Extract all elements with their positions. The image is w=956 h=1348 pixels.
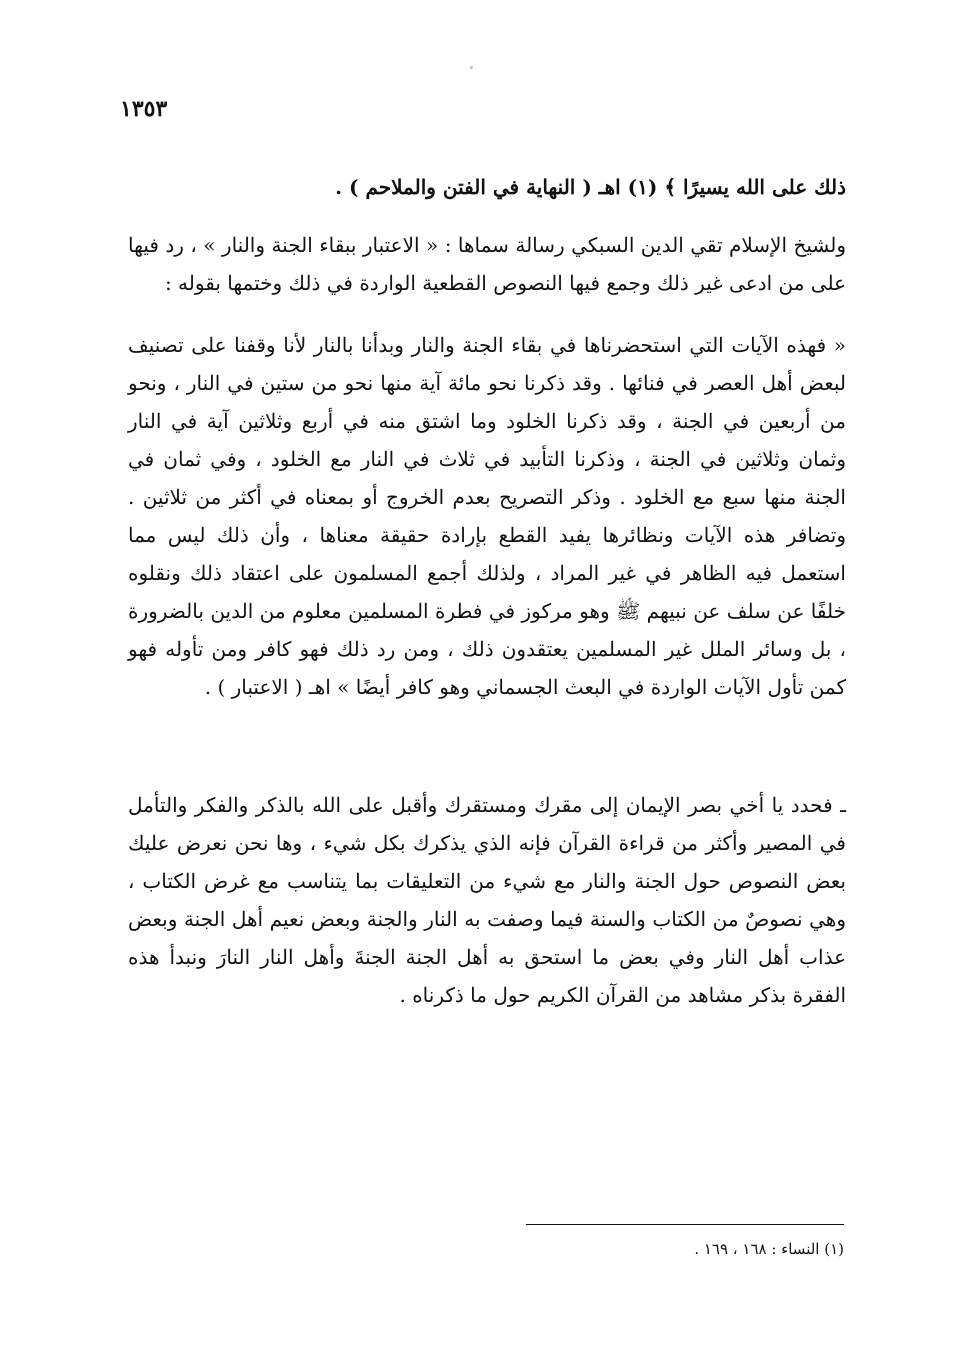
page-number: ١٣٥٣ xyxy=(120,96,168,122)
paragraph-quote-end: ذلك على الله يسيرًا ﴾ (١) اهـ ( النهاية في الفتن والملاحم ) . xyxy=(335,175,846,199)
footnote-divider xyxy=(526,1224,844,1225)
footnote: (١) النساء : ١٦٨ ، ١٦٩ . xyxy=(694,1240,844,1258)
paragraph-subki-quote: « فهذه الآيات التي استحضرناها في بقاء الجنة والنار وبدأنا بالنار لأنا وقفنا على تصنيف لبعض أهل العصر في فنائها . وقد ذكرنا نحو مائة آية منها نحو من ستين في النار ، ونحو من أربعين في الجنة ، وقد ذكرنا الخلود وما اشتق منه في أربع وثلاثين آية في النار وثمان وثلاثين في الجنة ، وذكرنا التأبيد في ثلاث في النار مع الخلود ، وفي ثمان في الجنة منها سبع مع الخلود . وذكر التصريح بعدم الخروج أو بمعناه في أكثر من ثلاثين . وتضافر هذه الآيات ونظائرها يفيد القطع بإرادة حقيقة معناها ، وأن ذلك ليس مما استعمل فيه الظاهر في غير المراد ، ولذلك أجمع المسلمون على اعتقاد ذلك ونقلوه خلفًا عن سلف عن نبيهم ﷺ وهو مركوز في فطرة المسلمين معلوم من الدين بالضرورة ، بل وسائر الملل غير المسلمين يعتقدون ذلك ، ومن رد ذلك فهو كافر ومن تأوله فهو كمن تأول الآيات الواردة في البعث الجسماني وهو كافر أيضًا » اهـ ( الاعتبار ) . xyxy=(128,333,846,699)
scan-dot xyxy=(470,66,473,69)
paragraph-exhortation: ـ فحدد يا أخي بصر الإيمان إلى مقرك ومستقرك وأقبل على الله بالذكر والفكر والتأمل في المصير وأكثر من قراءة القرآن فإنه الذي يذكرك بكل شيء ، وها نحن نعرض عليك بعض النصوص حول الجنة والنار مع شيء من التعليقات بما يتناسب مع غرض الكتاب ، وهي نصوصٌ من الكتاب والسنة فيما وصفت به النار والجنة وبعض نعيم أهل الجنة وبعض عذاب أهل النار وفي بعض ما استحق به أهل الجنة الجنةَ وأهل النار النارَ ونبدأ هذه الفقرة بذكر مشاهد من القرآن الكريم حول ما ذكرناه . xyxy=(128,793,846,1007)
paragraph-subki-intro: ولشيخ الإسلام تقي الدين السبكي رسالة سماها : « الاعتبار ببقاء الجنة والنار » ، رد فيها على من ادعى غير ذلك وجمع فيها النصوص القطعية الواردة في ذلك وختمها بقوله : xyxy=(128,233,846,295)
